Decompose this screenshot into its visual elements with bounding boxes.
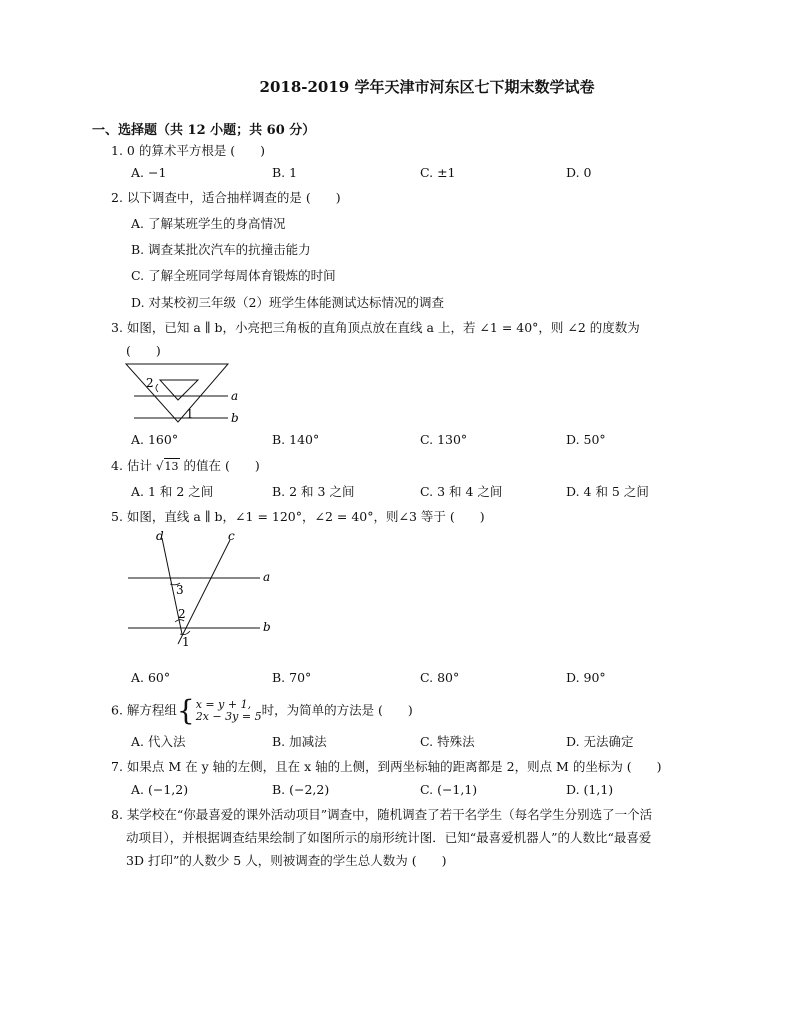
q6-option-d: D. 无法确定 (566, 734, 634, 749)
q5-label-2: 2 (178, 607, 186, 621)
q5-option-d: D. 90° (566, 670, 606, 685)
q3-option-b: B. 140° (272, 432, 320, 447)
q3-option-c: C. 130° (420, 432, 468, 447)
q3-option-a: A. 160° (131, 432, 179, 447)
q5-label-3: 3 (176, 583, 184, 597)
q4-stem-post: 的值在 ( ) (183, 458, 260, 473)
q3-figure (120, 360, 250, 430)
q4-option-d: D. 4 和 5 之间 (566, 484, 649, 499)
q1-option-b: B. 1 (272, 165, 298, 180)
q3-option-d: D. 50° (566, 432, 606, 447)
section-heading: 一、选择题（共 12 小题；共 60 分） (92, 123, 316, 138)
q7-option-c: C. (−1,1) (420, 782, 478, 797)
q6-option-b: B. 加减法 (272, 734, 327, 749)
q7-option-d: D. (1,1) (566, 782, 614, 797)
q2-option-a: A. 了解某班学生的身高情况 (131, 216, 286, 231)
q4-stem-pre: 4. 估计 (111, 458, 152, 473)
q5-label-d: d (156, 529, 164, 543)
q3-label-2: 2 (146, 376, 154, 390)
q4-stem: 4. 估计 √13 的值在 ( ) (111, 458, 260, 473)
q8-line3: 3D 打印”的人数少 5 人，则被调查的学生总人数为 ( ) (126, 853, 447, 868)
q4-radicand: 13 (164, 460, 179, 473)
q3-label-a: a (231, 389, 239, 403)
q6-eq2: 2x − 3y = 5 (195, 709, 262, 723)
q5-option-a: A. 60° (131, 670, 171, 685)
q3-label-1: 1 (186, 407, 194, 421)
q5-option-b: B. 70° (272, 670, 312, 685)
q1-stem: 1. 0 的算术平方根是 ( ) (111, 143, 266, 158)
q6-stem: 6. 解方程组{ x = y + 1, 2x − 3y = 5 时，为简单的方法是 ( ) (111, 693, 413, 727)
q6-stem-post: 时，为简单的方法是 ( ) (261, 702, 413, 718)
q8-line2: 动项目），并根据调查结果绘制了如图所示的扇形统计图．已知“最喜爱机器人”的人数比“最喜爱 (126, 830, 652, 845)
q5-label-a: a (263, 570, 271, 584)
q6-option-a: A. 代入法 (131, 734, 186, 749)
q3-stem-cont: ( ) (126, 343, 161, 358)
q5-stem: 5. 如图，直线 a ∥ b，∠1 = 120°，∠2 = 40°，则∠3 等于 ( ) (111, 509, 485, 524)
q6-eq1: x = y + 1, (195, 697, 252, 711)
q5-figure (120, 528, 280, 658)
q2-option-d: D. 对某校初三年级（2）班学生体能测试达标情况的调查 (131, 295, 444, 310)
q7-option-b: B. (−2,2) (272, 782, 330, 797)
q5-label-b: b (263, 620, 271, 634)
q2-option-b: B. 调查某批次汽车的抗撞击能力 (131, 242, 311, 257)
exam-title: 2018-2019 学年天津市河东区七下期末数学试卷 (259, 78, 595, 96)
q2-stem: 2. 以下调查中，适合抽样调查的是 ( ) (111, 190, 341, 205)
q4-option-a: A. 1 和 2 之间 (131, 484, 214, 499)
q3-stem: 3. 如图，已知 a ∥ b，小亮把三角板的直角顶点放在直线 a 上，若 ∠1 = 40°，则 ∠2 的度数为 (111, 320, 640, 335)
q4-option-b: B. 2 和 3 之间 (272, 484, 355, 499)
q5-option-c: C. 80° (420, 670, 460, 685)
q7-stem: 7. 如果点 M 在 y 轴的左侧，且在 x 轴的上侧，到两坐标轴的距离都是 2，则点 M 的坐标为 ( ) (111, 759, 662, 774)
q1-option-c: C. ±1 (420, 165, 456, 180)
q5-label-c: c (228, 529, 235, 543)
q8-line1: 8. 某学校在“你最喜爱的课外活动项目”调查中，随机调查了若干名学生（每名学生分别选了一个活 (111, 807, 653, 822)
q5-label-1: 1 (182, 635, 190, 649)
q4-option-c: C. 3 和 4 之间 (420, 484, 503, 499)
q6-stem-pre: 6. 解方程组 (111, 702, 177, 718)
q6-option-c: C. 特殊法 (420, 734, 475, 749)
q7-option-a: A. (−1,2) (131, 782, 189, 797)
q1-option-d: D. 0 (566, 165, 592, 180)
q3-label-b: b (231, 411, 239, 425)
q1-option-a: A. −1 (131, 165, 167, 180)
q2-option-c: C. 了解全班同学每周体育锻炼的时间 (131, 268, 336, 283)
